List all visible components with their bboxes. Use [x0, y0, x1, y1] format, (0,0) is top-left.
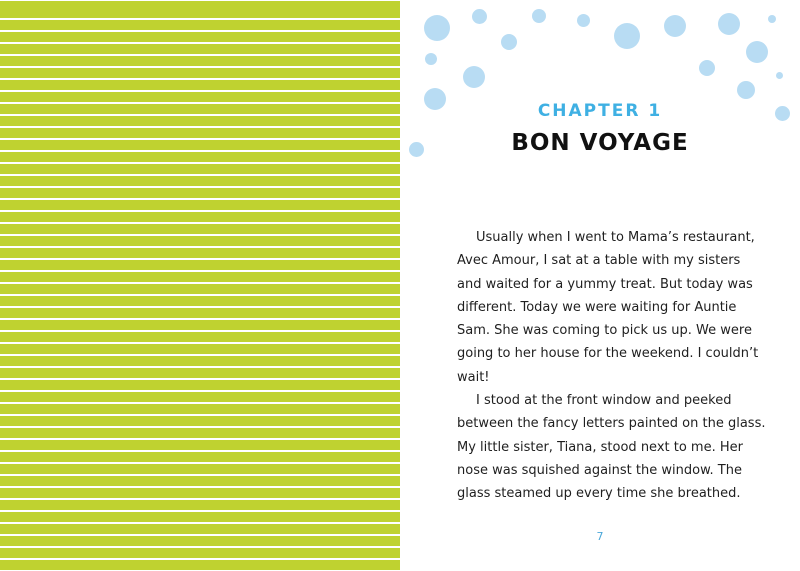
- text-line: going to her house for the weekend. I couldn’t: [457, 346, 759, 362]
- text-line: nose was squished against the window. The: [457, 462, 742, 478]
- bubble: [425, 53, 437, 65]
- bubble: [501, 34, 517, 50]
- chapter-label: CHAPTER 1: [537, 101, 663, 121]
- chapter-title: BON VOYAGE: [511, 130, 689, 156]
- bubble: [532, 9, 546, 23]
- page-number: 7: [596, 530, 604, 543]
- bubble: [463, 66, 485, 88]
- text-line: My little sister, Tiana, stood next to me. Her: [457, 439, 743, 455]
- bubble: [776, 72, 783, 79]
- text-line: Usually when I went to Mama’s restaurant,: [476, 230, 755, 245]
- bubble: [424, 15, 450, 41]
- bubble: [718, 13, 740, 35]
- right-page: [400, 0, 800, 571]
- bubble: [472, 9, 487, 24]
- bubble: [577, 14, 590, 27]
- bubble: [664, 15, 686, 37]
- bubble: [737, 81, 755, 99]
- bubble: [699, 60, 715, 76]
- story-text: [457, 226, 766, 506]
- text-line: Sam. She was coming to pick us up. We were: [457, 323, 752, 339]
- text-line: I stood at the front window and peeked: [476, 393, 732, 409]
- text-line: wait!: [457, 369, 490, 385]
- text-line: glass steamed up every time she breathed.: [457, 486, 741, 502]
- text-line: different. Today we were waiting for Auntie: [457, 299, 737, 315]
- text-line: and waited for a yummy treat. But today was: [457, 276, 753, 292]
- bubble: [746, 41, 768, 63]
- bubble: [614, 23, 640, 49]
- bubble: [768, 15, 776, 23]
- text-line: between the fancy letters painted on the glass.: [457, 416, 766, 432]
- text-line: Avec Amour, I sat at a table with my sisters: [457, 253, 741, 269]
